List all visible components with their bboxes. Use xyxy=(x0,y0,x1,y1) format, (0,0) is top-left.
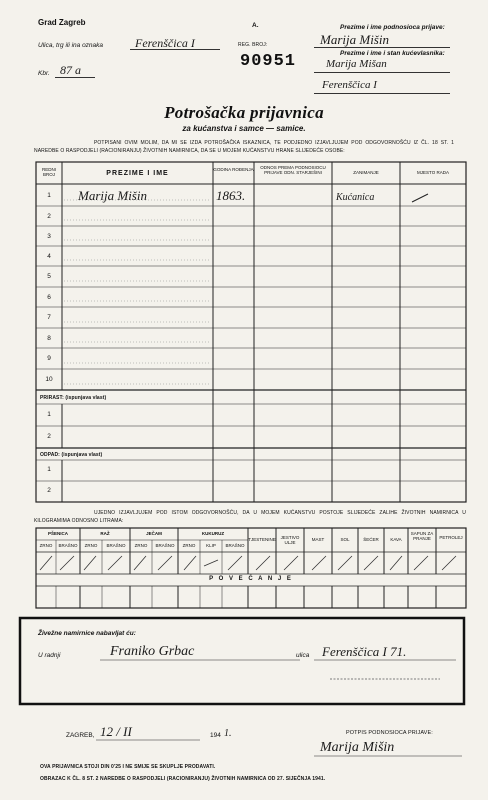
col-header-relation: ODNOS PREMA PODNOSIOCU PRIJAVE ODN. STARJEŠINI xyxy=(260,165,326,175)
date-value: 12 / II xyxy=(100,724,132,739)
row-number: 1 xyxy=(47,192,51,199)
shop-section-label: Živežne namirnice nabavljat ću: xyxy=(38,630,136,637)
stock-group-rye: RAŽ xyxy=(100,531,110,536)
landlord-street: Ferenščica I xyxy=(322,79,377,91)
stock-header-soap: SAPUN ZA PRANJE xyxy=(410,531,434,541)
street-label: Ulica, trg ili ina oznaka xyxy=(38,42,104,49)
stock-sub-header: ZRNO xyxy=(134,543,148,548)
stock-sub-header: KLIP xyxy=(206,543,216,548)
reg-label: REG. BROJ: xyxy=(238,42,268,48)
form-reference-note: OBRAZAC K ČL. 8 ST. 2 NAREDBE O RASPODJELI (RACIONIRANJU) ŽIVOTNIH NAMIRNICA OD 27. SIJEČNJA 1941. xyxy=(40,776,326,782)
arrivals-label: PRIRAST: (ispunjava vlast) xyxy=(40,395,107,401)
stock-header-oil: JESTIVO ULJE xyxy=(280,535,300,545)
stock-header-petroleum: PETROLEJ xyxy=(439,535,463,540)
departure-row-number: 2 xyxy=(47,487,51,494)
stock-increase-label: P O V E Ć A N J E xyxy=(209,576,293,582)
price-note: OVA PRIJAVNICA STOJI DIN 0'25 I NE SMIJE SE SKUPLJE PRODAVATI. xyxy=(40,764,216,770)
col-header-occupation: ZANIMANJE xyxy=(353,170,379,175)
section-letter: A. xyxy=(252,22,259,29)
row-number: 9 xyxy=(47,355,51,362)
arrival-row-number: 1 xyxy=(47,411,51,418)
member-birth-year: 1863. xyxy=(216,188,246,203)
stock-header-lard: MAST xyxy=(311,537,325,542)
col-header-workplace: MJESTO RADA xyxy=(417,170,449,175)
stock-sub-header: BRAŠNO xyxy=(58,543,78,548)
shop-street-value: Ferenščica I 71. xyxy=(322,644,407,659)
year-suffix: 1. xyxy=(224,728,232,739)
stock-sub-header: ZRNO xyxy=(182,543,196,548)
member-name: Marija Mišin xyxy=(78,188,147,203)
street-value: Ferenščica I xyxy=(135,36,195,50)
year-prefix: 194 xyxy=(210,732,221,739)
stock-group-barley: JEČAM xyxy=(146,531,162,536)
arrival-row-number: 2 xyxy=(47,433,51,440)
row-number: 7 xyxy=(47,314,51,321)
row-number: 8 xyxy=(47,335,51,342)
departures-label: ODPAD: (ispunjava vlast) xyxy=(40,452,103,458)
member-occupation: Kućanica xyxy=(336,192,375,203)
house-label: Kbr. xyxy=(38,70,50,77)
stock-group-corn: KUKURUZ xyxy=(201,531,225,536)
stock-header-sugar: ŠEĆER xyxy=(363,537,379,542)
signature-label: POTPIS PODNOSIOCA PRIJAVE: xyxy=(346,730,433,736)
stock-group-wheat: PŠENICA xyxy=(47,531,68,536)
stock-sub-header: BRAŠNO xyxy=(225,543,245,548)
row-number: 4 xyxy=(47,253,51,260)
stock-sub-header: ZRNO xyxy=(39,543,53,548)
row-number: 3 xyxy=(47,233,51,240)
col-header-year: GODINA ROĐENJA xyxy=(213,167,254,172)
stock-header-pasta: TJESTENINE xyxy=(248,537,276,542)
stock-sub-header: BRAŠNO xyxy=(155,543,175,548)
row-number: 10 xyxy=(45,376,53,383)
departure-row-number: 1 xyxy=(47,466,51,473)
city-label: Grad Zagreb xyxy=(38,18,86,27)
stock-sub-header: BRAŠNO xyxy=(106,543,126,548)
declaration-text: POTPISANI OVIM MOLIM, DA MI SE IZDA POTROŠAČKA ISKAZNICA, TE PODJEDNO IZJAVLJUJEM POD ODGOVORNOŠĆU IZ ČL. 18 ST. 1 NAREDBE O RASPODJELI (RACIONIRANJU) ŽIVOTNIH NAMIRNICA, DA SE U MOJEM KUĆANSTVU HRANE SLIJEDEĆE OSOBE: xyxy=(34,140,454,154)
stock-header-coffee: KAVA xyxy=(390,537,402,542)
shop-street-label: ulica xyxy=(296,652,310,659)
form-subtitle: za kućanstva i samce — samice. xyxy=(182,124,306,133)
applicant-value: Marija Mišin xyxy=(320,32,389,47)
landlord-label: Prezime i ime i stan kućevlasnika: xyxy=(340,50,445,57)
landlord-name: Marija Mišan xyxy=(326,58,387,70)
row-number: 2 xyxy=(47,213,51,220)
reg-number: 90951 xyxy=(240,52,297,71)
stock-declaration: UJEDNO IZJAVLJUJEM POD ISTOM ODGOVORNOŠĆU, DA U MOJEM KUĆANSTVU POSTOJE SLIJEDEĆE ZALIHE ŽIVOTNIH NAMIRNICA U KILOGRAMIMA ODNOSNO LITRAMA: xyxy=(34,510,466,524)
house-value: 87 a xyxy=(60,63,81,77)
col-header-number: REDNI BROJ xyxy=(41,167,56,177)
place-label: ZAGREB, xyxy=(66,732,95,739)
signature-value: Marija Mišin xyxy=(320,740,395,755)
stock-sub-header: ZRNO xyxy=(84,543,98,548)
form-title: Potrošačka prijavnica xyxy=(164,103,324,122)
row-number: 6 xyxy=(47,294,51,301)
stock-header-salt: SOL xyxy=(340,537,350,542)
applicant-label: Prezime i ime podnosioca prijave: xyxy=(340,24,445,31)
row-number: 5 xyxy=(47,273,51,280)
shop-label: U radnji xyxy=(38,652,61,659)
shop-value: Franiko Grbac xyxy=(110,644,195,659)
col-header-name: PREZIME I IME xyxy=(106,170,169,177)
